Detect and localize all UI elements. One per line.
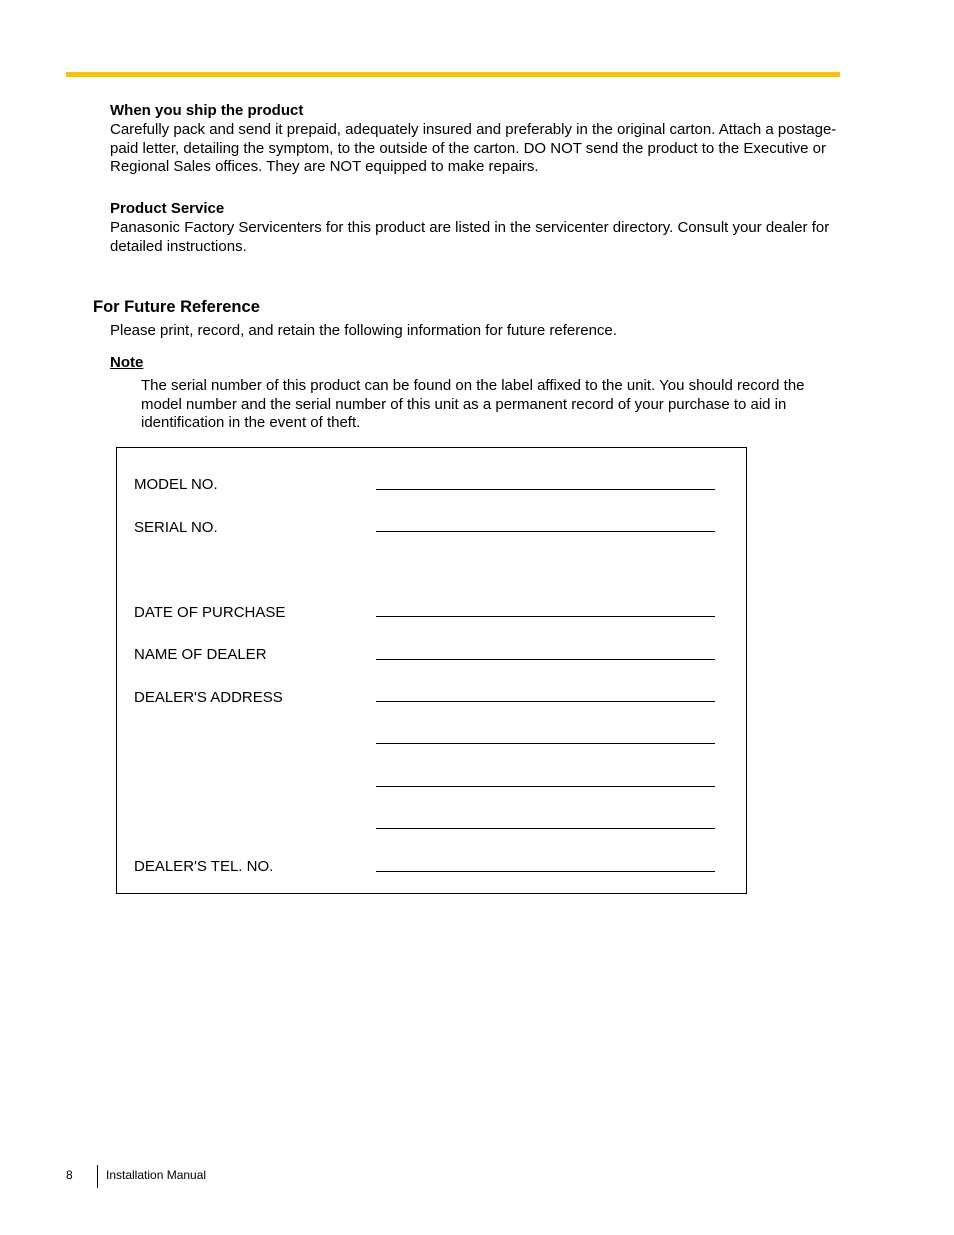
model-no-line — [376, 489, 715, 490]
name-of-dealer-label: NAME OF DEALER — [134, 646, 267, 663]
dealers-address-line-3 — [376, 786, 715, 787]
dealers-address-line-4 — [376, 828, 715, 829]
footer-title: Installation Manual — [106, 1168, 207, 1182]
note-label: Note — [110, 354, 144, 371]
shipping-text: Carefully pack and send it prepaid, adequately insured and preferably in the original carton. Attach a postage-paid letter, detailing the symptom, to the outside of the carton. DO NOT send the product to the Executive or Regional Sales offices. They are NOT equipped to make repairs. — [110, 121, 837, 175]
serial-no-line — [376, 531, 715, 532]
model-no-label: MODEL NO. — [134, 476, 218, 493]
future-reference-heading: For Future Reference — [93, 298, 260, 316]
page-number: 8 — [66, 1168, 73, 1182]
record-form — [116, 447, 747, 894]
note-text: The serial number of this product can be found on the label affixed to the unit. You should record the model number and the serial number of this unit as a permanent record of your purchase to aid in identification in the event of theft. — [141, 377, 805, 431]
dealers-tel-no-line — [376, 871, 715, 872]
dealers-tel-no-label: DEALER'S TEL. NO. — [134, 858, 274, 875]
date-of-purchase-line — [376, 616, 715, 617]
product-service-text: Panasonic Factory Servicenters for this product are listed in the servicenter directory. Consult your dealer for detailed instructions. — [110, 219, 830, 255]
name-of-dealer-line — [376, 659, 715, 660]
date-of-purchase-label: DATE OF PURCHASE — [134, 604, 286, 621]
serial-no-label: SERIAL NO. — [134, 519, 218, 536]
product-service-heading: Product Service — [110, 200, 225, 217]
footer-divider — [97, 1165, 98, 1188]
shipping-heading: When you ship the product — [110, 102, 304, 119]
dealers-address-line-1 — [376, 701, 715, 702]
dealers-address-line-2 — [376, 743, 715, 744]
future-reference-intro: Please print, record, and retain the following information for future reference. — [110, 322, 617, 339]
header-accent-rule — [66, 72, 840, 77]
dealers-address-label: DEALER'S ADDRESS — [134, 689, 283, 706]
